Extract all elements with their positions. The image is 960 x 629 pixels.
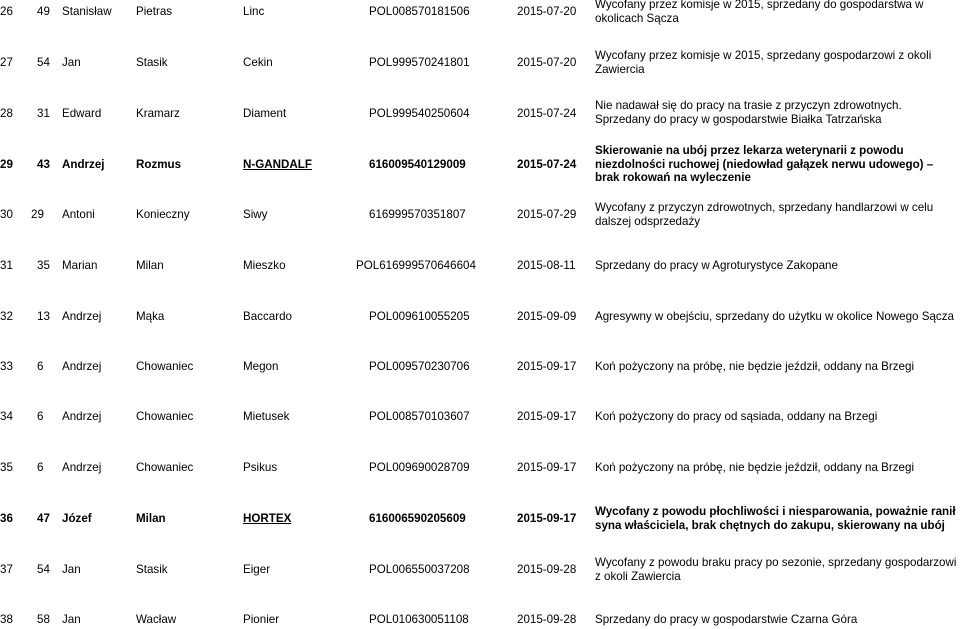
date-cell: 2015-09-28 — [517, 613, 577, 626]
age-cell: 49 — [37, 5, 50, 18]
table-row — [0, 461, 960, 479]
last-name-cell: Rozmus — [136, 158, 182, 171]
age-cell: 29 — [31, 208, 44, 221]
date-cell: 2015-09-17 — [517, 410, 577, 423]
first-name-cell: Józef — [62, 512, 92, 525]
notes-cell: Wycofany z powodu braku pracy po sezonie, sprzedany gospodarzowi z okoli Zawiercia — [595, 556, 957, 583]
first-name-cell: Marian — [62, 259, 98, 272]
table-row — [0, 613, 960, 629]
age-cell: 6 — [37, 360, 44, 373]
last-name-cell: Wacław — [136, 613, 177, 626]
last-name-cell: Milan — [136, 259, 164, 272]
table-row — [0, 259, 960, 277]
first-name-cell: Antoni — [62, 208, 95, 221]
row-number: 35 — [0, 461, 13, 474]
horse-name-cell: Mietusek — [243, 410, 290, 423]
table-row — [0, 360, 960, 378]
age-cell: 47 — [37, 512, 50, 525]
age-cell: 13 — [37, 310, 50, 323]
notes-cell: Nie nadawał się do pracy na trasie z przyczyn zdrowotnych. Sprzedany do pracy w gospodarstwie Białka Tatrzańska — [595, 99, 902, 126]
date-cell: 2015-07-24 — [517, 158, 577, 171]
notes-cell: Wycofany z powodu płochliwości i niesparowania, poważnie ranił syna właściciela, brak chętnych do zakupu, skierowany na ubój — [595, 505, 956, 532]
last-name-cell: Stasik — [136, 563, 168, 576]
first-name-cell: Andrzej — [62, 461, 102, 474]
first-name-cell: Edward — [62, 107, 102, 120]
date-cell: 2015-07-20 — [517, 5, 577, 18]
row-number: 27 — [0, 56, 13, 69]
row-number: 33 — [0, 360, 13, 373]
notes-cell: Wycofany przez komisje w 2015, sprzedany gospodarzowi z okoli Zawiercia — [595, 49, 932, 76]
row-number: 31 — [0, 259, 13, 272]
row-number: 29 — [0, 158, 13, 171]
date-cell: 2015-08-11 — [517, 259, 576, 272]
horse-name-cell: Linc — [243, 5, 265, 18]
date-cell: 2015-09-28 — [517, 563, 577, 576]
first-name-cell: Stanisław — [62, 5, 112, 18]
horse-name-cell: Pionier — [243, 613, 280, 626]
age-cell: 31 — [37, 107, 50, 120]
first-name-cell: Andrzej — [62, 360, 102, 373]
age-cell: 6 — [37, 461, 44, 474]
horse-name-cell: Megon — [243, 360, 279, 373]
date-cell: 2015-09-17 — [517, 461, 577, 474]
age-cell: 35 — [37, 259, 50, 272]
age-cell: 6 — [37, 410, 44, 423]
horse-name-cell: HORTEX — [243, 512, 292, 525]
notes-cell: Koń pożyczony do pracy od sąsiada, oddany na Brzegi — [595, 410, 878, 423]
horse-name-cell: Siwy — [243, 208, 268, 221]
row-number: 37 — [0, 563, 13, 576]
passport-id-cell: POL009690028709 — [369, 461, 470, 474]
row-number: 28 — [0, 107, 13, 120]
row-number: 26 — [0, 5, 13, 18]
table-row — [0, 201, 960, 237]
table-row — [0, 556, 960, 592]
age-cell: 54 — [37, 56, 50, 69]
table-row — [0, 0, 960, 36]
table-row — [0, 505, 960, 541]
last-name-cell: Chowaniec — [136, 410, 194, 423]
notes-cell: Koń pożyczony na próbę, nie będzie jeździł, oddany na Brzegi — [595, 360, 915, 373]
table-row — [0, 410, 960, 428]
last-name-cell: Mąka — [136, 310, 165, 323]
passport-id-cell: POL999570241801 — [369, 56, 470, 69]
first-name-cell: Jan — [62, 56, 81, 69]
last-name-cell: Konieczny — [136, 208, 190, 221]
last-name-cell: Chowaniec — [136, 461, 194, 474]
notes-cell: Sprzedany do pracy w gospodarstwie Czarna Góra — [595, 613, 858, 626]
passport-id-cell: POL010630051108 — [369, 613, 469, 626]
date-cell: 2015-09-17 — [517, 360, 577, 373]
notes-cell: Koń pożyczony na próbę, nie będzie jeździł, oddany na Brzegi — [595, 461, 915, 474]
passport-id-cell: 616006590205609 — [369, 512, 466, 525]
last-name-cell: Milan — [136, 512, 166, 525]
row-number: 36 — [0, 512, 13, 525]
first-name-cell: Andrzej — [62, 310, 102, 323]
notes-cell: Wycofany przez komisje w 2015, sprzedany do gospodarstwa w okolicach Sącza — [595, 0, 924, 25]
date-cell: 2015-07-20 — [517, 56, 577, 69]
last-name-cell: Stasik — [136, 56, 168, 69]
last-name-cell: Chowaniec — [136, 360, 194, 373]
date-cell: 2015-07-29 — [517, 208, 577, 221]
horse-name-cell: Mieszko — [243, 259, 286, 272]
horse-name-cell: Psikus — [243, 461, 278, 474]
first-name-cell: Andrzej — [62, 410, 102, 423]
first-name-cell: Jan — [62, 563, 81, 576]
notes-cell: Agresywny w obejściu, sprzedany do użytku w okolice Nowego Sącza — [595, 310, 954, 323]
passport-id-cell: POL616999570646604 — [356, 259, 476, 272]
date-cell: 2015-09-09 — [517, 310, 577, 323]
notes-cell: Sprzedany do pracy w Agroturystyce Zakopane — [595, 259, 838, 272]
row-number: 30 — [0, 208, 13, 221]
table-row — [0, 144, 960, 190]
passport-id-cell: POL008570181506 — [369, 5, 470, 18]
table-row — [0, 310, 960, 328]
date-cell: 2015-09-17 — [517, 512, 577, 525]
passport-id-cell: 616999570351807 — [369, 208, 466, 221]
last-name-cell: Pietras — [136, 5, 173, 18]
passport-id-cell: POL008570103607 — [369, 410, 470, 423]
row-number: 34 — [0, 410, 13, 423]
horse-name-cell: Cekin — [243, 56, 273, 69]
passport-id-cell: POL009610055205 — [369, 310, 470, 323]
passport-id-cell: POL009570230706 — [369, 360, 470, 373]
notes-cell: Skierowanie na ubój przez lekarza weterynarii z powodu niezdolności ruchowej (niedowład gałązek nerwu udowego) – brak rokowań na wyleczenie — [595, 144, 934, 184]
horse-name-cell: Baccardo — [243, 310, 292, 323]
age-cell: 58 — [37, 613, 50, 626]
first-name-cell: Jan — [62, 613, 81, 626]
passport-id-cell: POL999540250604 — [369, 107, 470, 120]
row-number: 38 — [0, 613, 13, 626]
passport-id-cell: 616009540129009 — [369, 158, 466, 171]
age-cell: 43 — [37, 158, 50, 171]
last-name-cell: Kramarz — [136, 107, 180, 120]
horse-name-cell: Diament — [243, 107, 287, 120]
horse-name-cell: Eiger — [243, 563, 271, 576]
first-name-cell: Andrzej — [62, 158, 105, 171]
date-cell: 2015-07-24 — [517, 107, 577, 120]
passport-id-cell: POL006550037208 — [369, 563, 470, 576]
notes-cell: Wycofany z przyczyn zdrowotnych, sprzedany handlarzowi w celu dalszej odsprzedaży — [595, 201, 934, 228]
table-row — [0, 51, 960, 87]
horse-name-cell: N-GANDALF — [243, 158, 312, 171]
table-row — [0, 101, 960, 137]
row-number: 32 — [0, 310, 13, 323]
age-cell: 54 — [37, 563, 50, 576]
